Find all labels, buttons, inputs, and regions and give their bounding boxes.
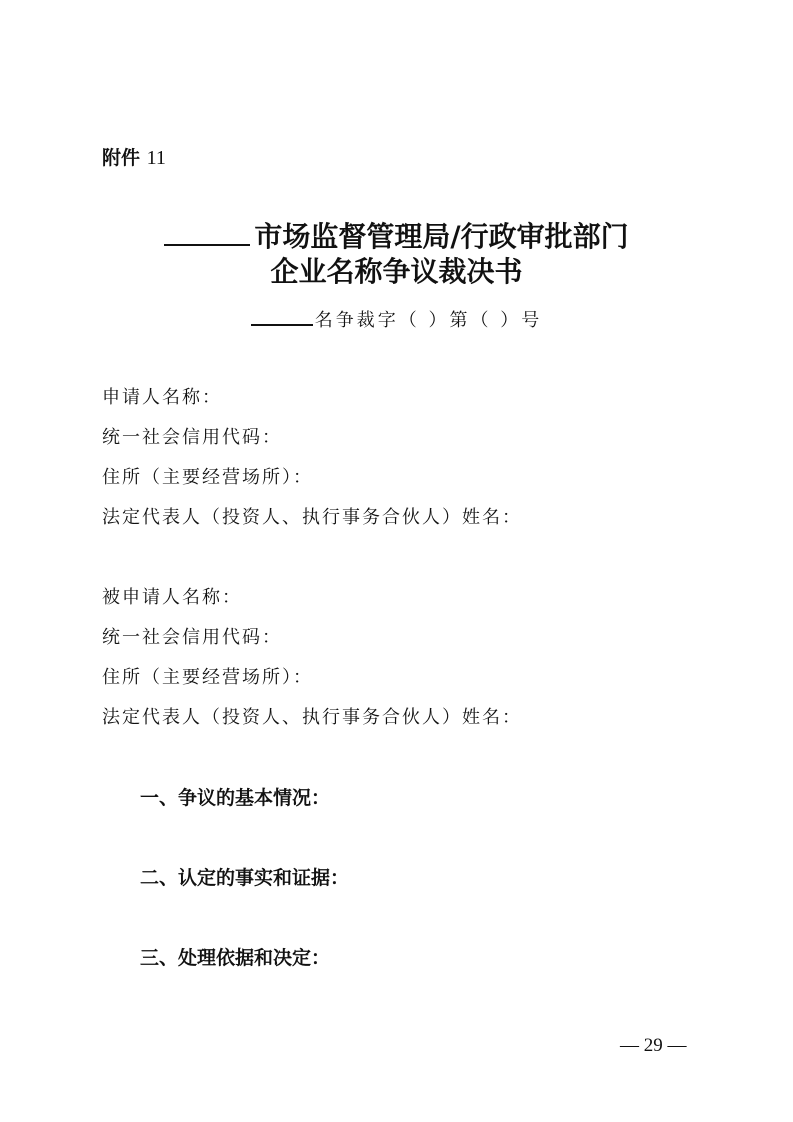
applicant-name-field: 申请人名称： [102, 387, 222, 408]
attachment-number: 11 [146, 147, 166, 169]
document-number [0, 304, 793, 335]
page-number: — 29 — [620, 1035, 687, 1056]
respondent-name-field: 被申请人名称： [102, 587, 242, 608]
document-title-line-2: 企业名称争议裁决书 [270, 255, 523, 288]
section-heading-decision: 三、处理依据和决定： [140, 947, 331, 969]
respondent-representative-field: 法定代表人（投资人、执行事务合伙人）姓名： [102, 707, 522, 728]
document-title-line-1 [0, 214, 793, 257]
attachment-label-text: 附件 [102, 147, 141, 169]
applicant-credit-code-field: 统一社会信用代码： [102, 427, 282, 448]
respondent-address-field: 住所（主要经营场所）： [102, 667, 313, 688]
applicant-representative-field: 法定代表人（投资人、执行事务合伙人）姓名： [102, 507, 522, 528]
attachment-label [102, 146, 166, 170]
section-heading-facts: 二、认定的事实和证据： [140, 867, 350, 889]
title-line-1-text: 市场监督管理局/行政审批部门 [254, 220, 629, 253]
respondent-credit-code-field: 统一社会信用代码： [102, 627, 282, 648]
authority-blank-line [164, 214, 250, 246]
document-number-blank-line [251, 304, 313, 326]
applicant-address-field: 住所（主要经营场所）： [102, 467, 313, 488]
section-heading-dispute: 一、争议的基本情况： [140, 787, 331, 809]
document-number-text: 名争裁字（ ）第（ ）号 [314, 310, 543, 331]
